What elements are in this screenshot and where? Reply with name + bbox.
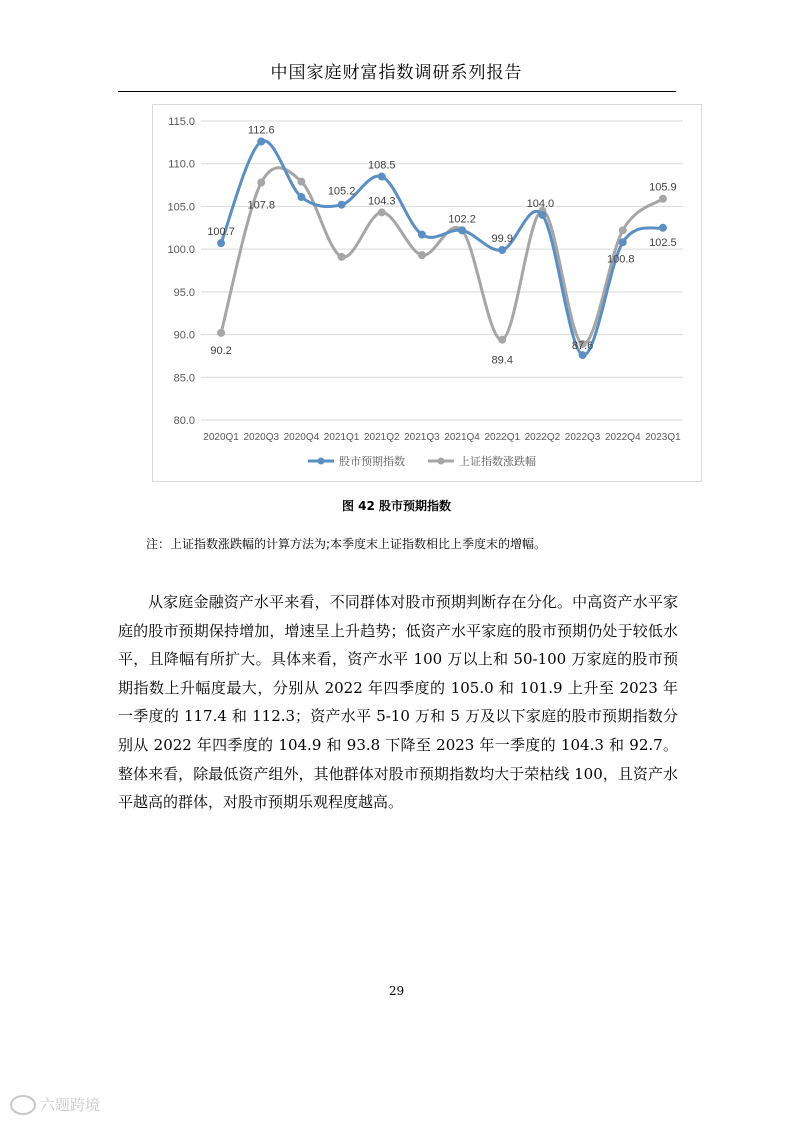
series-line-shanghai-index: [221, 168, 663, 344]
data-point: [459, 227, 466, 234]
data-point: [499, 336, 506, 343]
data-point: [258, 138, 265, 145]
x-tick-label: 2020Q4: [283, 432, 320, 443]
x-tick-label: 2020Q3: [243, 432, 280, 443]
data-label: 107.8: [247, 199, 276, 212]
data-label: 105.2: [327, 185, 356, 198]
y-tick-label: 85.0: [173, 372, 195, 385]
x-tick-label: 2021Q3: [404, 432, 440, 443]
x-tick-label: 2022Q4: [604, 432, 641, 443]
data-point: [298, 178, 305, 185]
watermark: [10, 1094, 100, 1115]
y-tick-label: 100.0: [167, 244, 195, 257]
y-tick-label: 80.0: [173, 415, 195, 427]
data-label: 102.2: [448, 213, 476, 226]
x-tick-label: 2021Q1: [323, 432, 360, 443]
body-paragraph: 从家庭金融资产水平来看，不同群体对股市预期判断存在分化。中高资产水平家庭的股市预期保持增加，增速呈上升趋势；低资产水平家庭的股市预期仍处于较低水平，且降幅有所扩大。具体来看，资产水平 100 万以上和 50-100 万家庭的股市预期指数上升幅度最大，分别从 2022 年四季度的 105.0 和 101.9 上升至 2023 年一季度的 117.4 和 112.3；资产水平 5-10 万和 5 万及以下家庭的股市预期指数分别从 2022 年四季度的 104.9 和 93.8 下降至 2023 年一季度的 104.3 和 92.7。整体来看，除最低资产组外，其他群体对股市预期指数均大于荣枯线 100，且资产水平越高的群体，对股市预期乐观程度越高。: [118, 593, 678, 812]
watermark-logo-icon: [10, 1095, 36, 1115]
data-point: [378, 209, 385, 216]
data-point: [218, 329, 225, 336]
data-point: [659, 195, 666, 202]
data-label: 108.5: [367, 159, 396, 172]
stock-expectation-chart: [152, 104, 702, 482]
chart-canvas: [153, 105, 701, 481]
x-tick-label: 2021Q4: [444, 432, 480, 443]
legend-label: 股市预期指数: [339, 455, 405, 468]
y-tick-label: 105.0: [167, 201, 195, 214]
y-tick-label: 90.0: [173, 329, 195, 342]
x-tick-label: 2022Q3: [564, 432, 601, 443]
data-point: [378, 173, 385, 180]
figure-caption: 图 42 股市预期指数: [341, 499, 452, 513]
data-label: 104.3: [367, 195, 396, 208]
x-tick-label: 2020Q1: [203, 432, 239, 443]
data-label: 100.8: [606, 253, 635, 266]
data-label: 90.2: [210, 344, 232, 357]
data-point: [298, 194, 305, 201]
data-label: 102.5: [649, 236, 677, 249]
y-tick-label: 115.0: [168, 116, 195, 128]
data-label: 87.6: [571, 340, 594, 353]
data-point: [258, 179, 265, 186]
data-point: [659, 224, 666, 231]
x-tick-label: 2023Q1: [645, 432, 681, 443]
header-divider: [118, 91, 676, 92]
data-label: 100.7: [207, 226, 235, 239]
data-label: 105.9: [649, 181, 677, 194]
data-label: 112.6: [247, 124, 275, 137]
report-header-title: 中国家庭财富指数调研系列报告: [270, 63, 523, 83]
data-point: [539, 211, 546, 218]
legend-label: 上证指数涨跌幅: [459, 455, 536, 468]
data-point: [418, 252, 425, 259]
y-tick-label: 95.0: [173, 286, 195, 299]
y-tick-label: 110.0: [168, 158, 195, 171]
data-point: [499, 246, 506, 253]
page-number: 29: [388, 984, 405, 998]
x-tick-label: 2021Q2: [363, 432, 400, 443]
data-label: 99.9: [491, 232, 513, 245]
legend-marker: [318, 458, 325, 465]
data-point: [619, 239, 626, 246]
data-point: [338, 253, 345, 260]
data-point: [579, 352, 586, 359]
data-point: [418, 231, 425, 238]
data-point: [338, 201, 345, 208]
data-point: [218, 240, 225, 247]
data-label: 89.4: [491, 354, 513, 367]
figure-note: 注：上证指数涨跌幅的计算方法为;本季度末上证指数相比上季度末的增幅。: [146, 537, 547, 551]
data-label: 104.0: [526, 197, 555, 210]
x-tick-label: 2022Q2: [524, 432, 561, 443]
data-point: [619, 227, 626, 234]
x-tick-label: 2022Q1: [484, 432, 521, 443]
watermark-text: 六题跨境: [40, 1096, 101, 1114]
legend-marker: [438, 458, 445, 465]
